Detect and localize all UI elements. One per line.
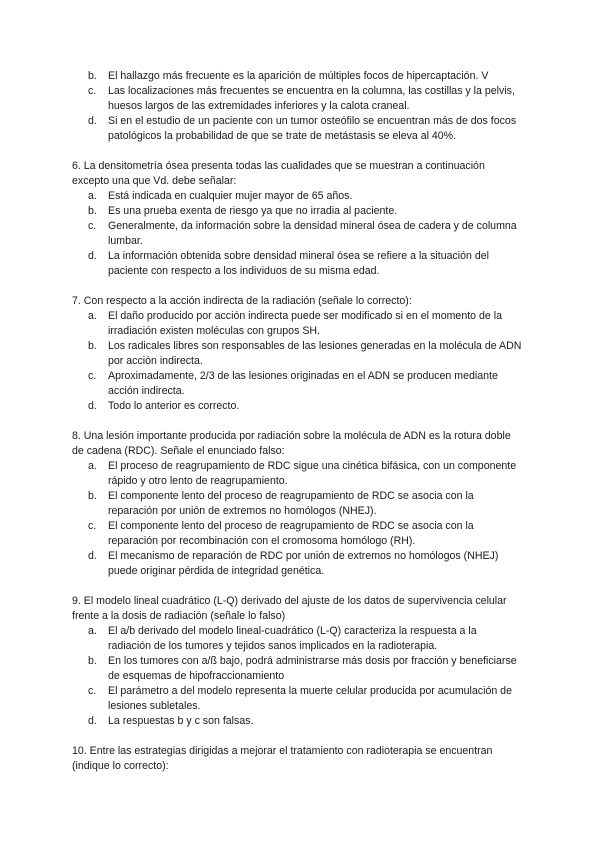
option-letter: a. xyxy=(88,625,97,637)
options-list xyxy=(72,624,522,729)
option-letter: c. xyxy=(88,85,97,97)
option-letter: d. xyxy=(88,400,97,412)
option-text: El hallazgo más frecuente es la aparición de múltiples focos de hipercaptación. V xyxy=(108,70,489,82)
question-block xyxy=(72,429,522,579)
option-text: Todo lo anterior es correcto. xyxy=(108,400,240,412)
question-stem: 8. Una lesión importante producida por radiación sobre la molécula de ADN es la rotura doble de cadena (RDC). Señale el enunciado falso: xyxy=(72,430,511,457)
option-letter: c. xyxy=(88,685,97,697)
question-block xyxy=(72,594,522,729)
option-text: El a/b derivado del modelo lineal-cuadrático (L-Q) caracteriza la respuesta a la radiación de los tumores y tejidos sanos implicados en la radioterapia. xyxy=(108,625,477,652)
option-text: Los radicales libres son responsables de las lesiones generadas en la molécula de ADN por acción indirecta. xyxy=(108,340,522,367)
option-text: Está indicada en cualquier mujer mayor de 65 años. xyxy=(108,190,353,202)
option-text: En los tumores con a/ß bajo, podrá administrarse más dosis por fracción y beneficiarse de esquemas de hipofraccionamiento xyxy=(108,655,517,682)
options-list xyxy=(72,459,522,579)
option-item xyxy=(72,369,522,399)
option-letter: d. xyxy=(88,715,97,727)
option-item xyxy=(72,684,522,714)
option-item xyxy=(72,399,522,414)
option-text: Si en el estudio de un paciente con un tumor osteófilo se encuentran más de dos focos patológicos la probabilidad de que se trate de metástasis se eleva al 40%. xyxy=(108,115,517,142)
option-letter: a. xyxy=(88,460,97,472)
options-list xyxy=(72,309,522,414)
option-item xyxy=(72,654,522,684)
option-item xyxy=(72,459,522,489)
option-item xyxy=(72,249,522,279)
option-letter: c. xyxy=(88,220,97,232)
option-letter: b. xyxy=(88,205,97,217)
option-item xyxy=(72,204,522,219)
option-letter: d. xyxy=(88,250,97,262)
option-item xyxy=(72,489,522,519)
option-item xyxy=(72,114,522,144)
option-letter: b. xyxy=(88,340,97,352)
option-text: Es una prueba exenta de riesgo ya que no irradia al paciente. xyxy=(108,205,398,217)
option-item xyxy=(72,714,522,729)
question-block xyxy=(72,69,522,144)
option-text: El componente lento del proceso de reagrupamiento de RDC se asocia con la reparación por unión de extremos no homólogos (NHEJ). xyxy=(108,490,474,517)
option-letter: d. xyxy=(88,115,97,127)
option-letter: d. xyxy=(88,550,97,562)
question-block xyxy=(72,159,522,279)
option-letter: c. xyxy=(88,370,97,382)
question-block xyxy=(72,294,522,414)
question-stem: 10. Entre las estrategias dirigidas a mejorar el tratamiento con radioterapia se encuentran (indique lo correcto): xyxy=(72,745,493,772)
option-item xyxy=(72,219,522,249)
question-stem: 7. Con respecto a la acción indirecta de la radiación (señale lo correcto): xyxy=(72,295,412,307)
option-item xyxy=(72,84,522,114)
option-text: El daño producido por acción indirecta puede ser modificado si en el momento de la irradiación existen moléculas con grupos SH. xyxy=(108,310,502,337)
option-item xyxy=(72,549,522,579)
option-text: El componente lento del proceso de reagrupamiento de RDC se asocia con la reparación por recombinación con el cromosoma homólogo (RH). xyxy=(108,520,474,547)
options-list xyxy=(72,69,522,144)
option-letter: a. xyxy=(88,190,97,202)
option-letter: c. xyxy=(88,520,97,532)
option-text: Aproximadamente, 2/3 de las lesiones originadas en el ADN se producen mediante acción indirecta. xyxy=(108,370,498,397)
question-stem: 6. La densitometría ósea presenta todas las cualidades que se muestran a continuación excepto una que Vd. debe señalar: xyxy=(72,160,485,187)
option-text: La respuestas b y c son falsas. xyxy=(108,715,254,727)
option-letter: b. xyxy=(88,70,97,82)
option-text: Generalmente, da información sobre la densidad mineral ósea de cadera y de columna lumbar. xyxy=(108,220,517,247)
option-letter: b. xyxy=(88,490,97,502)
option-text: El parámetro a del modelo representa la muerte celular producida por acumulación de lesiones subletales. xyxy=(108,685,512,712)
option-text: Las localizaciones más frecuentes se encuentra en la columna, las costillas y la pelvis, huesos largos de las extremidades inferiores y la calota craneal. xyxy=(108,85,515,112)
option-text: La información obtenida sobre densidad mineral ósea se refiere a la situación del paciente con respecto a los individuos de su misma edad. xyxy=(108,250,490,277)
question-block xyxy=(72,744,522,774)
option-item xyxy=(72,624,522,654)
options-list xyxy=(72,189,522,279)
option-item xyxy=(72,309,522,339)
question-stem: 9. El modelo lineal cuadrático (L-Q) derivado del ajuste de los datos de supervivencia celular frente a la dosis de radiación (señale lo falso) xyxy=(72,595,507,622)
option-item xyxy=(72,69,522,84)
page-content xyxy=(72,69,522,774)
option-letter: b. xyxy=(88,655,97,667)
option-item xyxy=(72,189,522,204)
option-letter: a. xyxy=(88,310,97,322)
option-text: El proceso de reagrupamiento de RDC sigue una cinética bifásica, con un componente rápido y otro lento de reagrupamiento. xyxy=(108,460,517,487)
option-item xyxy=(72,519,522,549)
option-item xyxy=(72,339,522,369)
option-text: El mecanismo de reparación de RDC por unión de extremos no homólogos (NHEJ) puede originar pérdida de integridad genética. xyxy=(108,550,499,577)
